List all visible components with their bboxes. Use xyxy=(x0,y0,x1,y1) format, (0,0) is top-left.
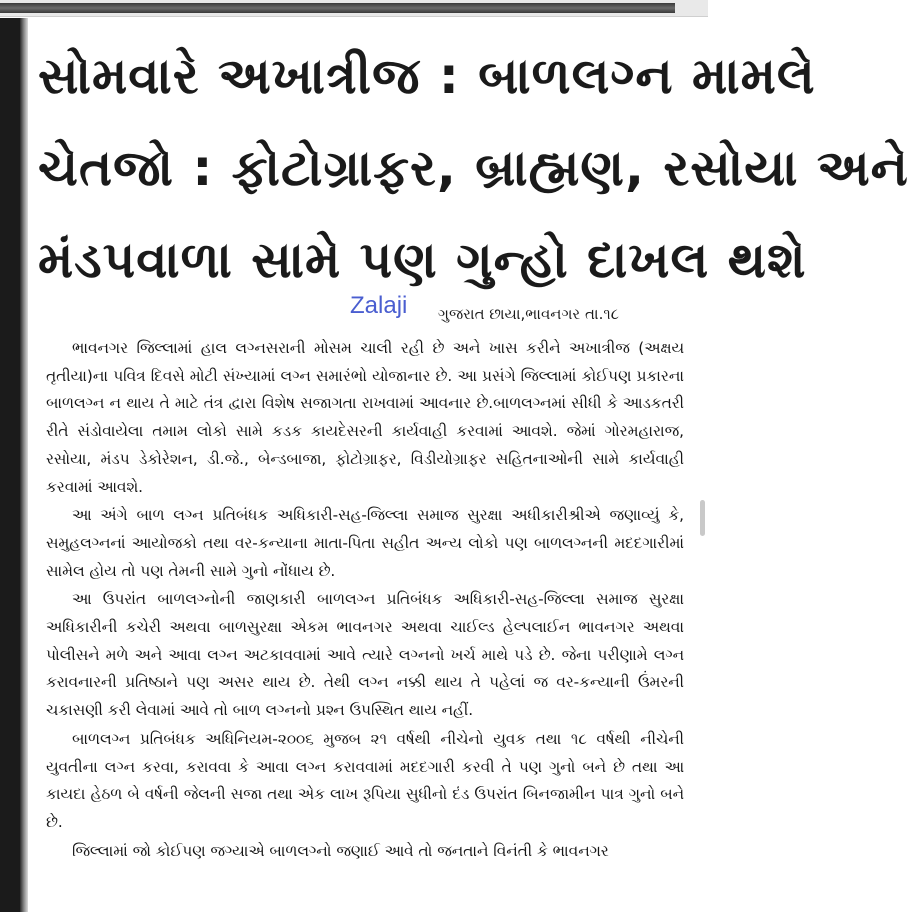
paragraph xyxy=(46,726,684,837)
headline-line-2: ચેતજો : ફોટોગ્રાફર, બ્રાહ્મણ, રસોયા અને xyxy=(38,139,909,197)
scan-edge-bar xyxy=(0,3,675,13)
paragraph-text: આ ઉપરાંત બાળલગ્નોની જાણકારી બાળલગ્ન પ્રતિબંધક અધિકારી-સહ-જિલ્લા સમાજ સુરક્ષા અધિકારીની કચેરી અથવા બાળસુરક્ષા એકમ ભાવનગર અથવા ચાઈલ્ડ હેલ્પલાઈન ભાવનગર અથવા પોલીસને મળે અને આવા લગ્ન અટકાવવામાં આવે ત્યારે લગ્નનો ખર્ચ માથે પડે છે. જેના પરીણામે લગ્ન કરાવનારની પ્રતિષ્ઠાને પણ અસર થાય છે. તેથી લગ્ન નક્કી થાય તે પહેલાં જ વર-કન્યાની ઉંમરની ચકાસણી કરી લેવામાં આવે તો બાળ લગ્નનો પ્રશ્ન ઉપસ્થિત થાય નહીં. xyxy=(46,590,684,720)
dateline: ગુજરાત છાયા,ભાવનગર તા.૧૮ xyxy=(438,305,619,323)
headline-line-3: મંડપવાળા સામે પણ ગુન્હો દાખલ થશે xyxy=(38,231,807,289)
article-body xyxy=(46,335,684,866)
paragraph-text: આ અંગે બાળ લગ્ન પ્રતિબંધક અધિકારી-સહ-જિલ્લા સમાજ સુરક્ષા અધીકારીશ્રીએ જણાવ્યું કે, સમુહલગ્નનાં આયોજકો તથા વર-કન્યાના માતા-પિતા સહીત અન્ય લોકો પણ બાળલગ્નની મદદગારીમાં સામેલ હોય તો પણ તેમની સામે ગુનો નોંધાય છે. xyxy=(46,506,684,580)
paragraph xyxy=(46,502,684,585)
headline-line-1: સોમવારે અખાત્રીજ : બાળલગ્ન મામલે xyxy=(38,47,816,105)
top-scan-band xyxy=(0,0,708,17)
headline xyxy=(38,30,909,306)
paragraph-text: ભાવનગર જિલ્લામાં હાલ લગ્નસરાની મોસમ ચાલી રહી છે અને ખાસ કરીને અખાત્રીજ (અક્ષય તૃતીયા)ના પવિત્ર દિવસે મોટી સંખ્યામાં લગ્ન સમારંભો યોજાનાર છે. આ પ્રસંગે જિલ્લામાં કોઈપણ પ્રકારના બાળલગ્ન ન થાય તે માટે તંત્ર દ્વારા વિશેષ સજાગતા રાખવામાં આવનાર છે.બાળલગ્નમાં સીધી કે આડકતરી રીતે સંડોવાયેલા તમામ લોકો સામે કડક કાયદેસરની કાર્યવાહી કરવામાં આવશે. જેમાં ગોરમહારાજ, રસોયા, મંડપ ડેકોરેશન, ડી.જે., બેન્ડબાજા, ફોટોગ્રાફર, વિડીયોગ્રાફર સહિતનાઓની સામે કાર્યવાહી કરવામાં આવશે. xyxy=(46,339,684,496)
watermark: Zalaji xyxy=(350,292,408,319)
paragraph xyxy=(46,335,684,501)
page-edge-shadow xyxy=(20,18,28,912)
left-page-margin xyxy=(0,18,28,912)
scroll-indicator[interactable] xyxy=(700,500,705,536)
paragraph-text: જિલ્લામાં જો કોઈપણ જગ્યાએ બાળલગ્નો જણાઈ આવે તો જનતાને વિનંતી કે ભાવનગર xyxy=(72,841,609,860)
paragraph xyxy=(46,838,684,866)
paragraph-text: બાળલગ્ન પ્રતિબંધક અધિનિયમ-૨૦૦૬ મુજબ ૨૧ વર્ષથી નીચેનો યુવક તથા ૧૮ વર્ષથી નીચેની યુવતીના લગ્ન કરવા, કરાવવા કે આવા લગ્ન કરાવવામાં મદદગારી કરવી તે પણ ગુનો બને છે તથા આ કાયદા હેઠળ બે વર્ષની જેલની સજા તથા એક લાખ રૂપિયા સુધીનો દંડ ઉપરાંત બિનજામીન પાત્ર ગુનો બને છે. xyxy=(46,729,684,831)
paragraph xyxy=(46,586,684,725)
